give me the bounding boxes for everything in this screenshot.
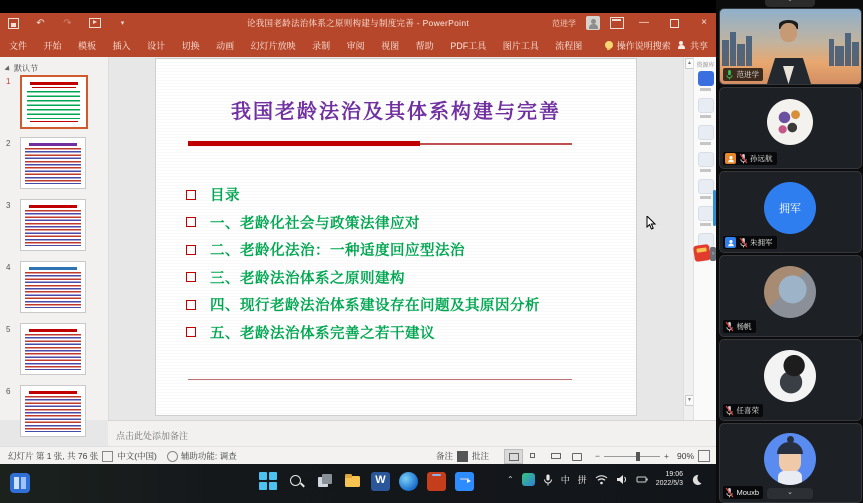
scroll-more-participants-button[interactable]: ⌄	[767, 488, 813, 499]
status-bar	[0, 446, 716, 465]
slide-edit-area	[109, 57, 682, 420]
bullet-row: 目录	[186, 181, 540, 209]
sidebar-item[interactable]	[698, 179, 713, 199]
night-mode-moon-icon[interactable]	[691, 474, 702, 485]
scroll-up-icon[interactable]: ▲	[685, 58, 694, 69]
zoom-slider[interactable]	[604, 456, 660, 457]
participant-namebar	[723, 486, 763, 499]
taskbar-center-icons	[258, 471, 474, 491]
avatar	[764, 350, 816, 402]
volume-icon[interactable]	[616, 474, 628, 485]
thumb-number-4: 4	[6, 263, 11, 272]
case-icon	[698, 125, 714, 140]
tab-pdf-tools[interactable]: PDF工具	[450, 40, 487, 51]
participant-tile[interactable]	[719, 87, 862, 169]
share-button[interactable]: 共享	[677, 33, 708, 57]
task-view-icon[interactable]	[315, 472, 334, 491]
slideshow-view-button[interactable]	[567, 449, 586, 464]
comments-icon	[457, 451, 468, 462]
redo-icon[interactable]: ↷	[63, 17, 72, 29]
sidebar-item[interactable]	[698, 98, 713, 118]
tab-file[interactable]: 文件	[9, 40, 28, 51]
comments-toggle[interactable]: 批注	[472, 451, 490, 461]
slide-thumbnail-4[interactable]	[20, 261, 86, 313]
slide-counter: 幻灯片 第 1 张, 共 76 张	[8, 451, 99, 461]
language-indicator[interactable]: 中文(中国)	[117, 451, 157, 461]
notes-placeholder: 点击此处添加备注	[116, 431, 189, 441]
sidebar-item[interactable]	[698, 71, 713, 91]
fit-slide-icon[interactable]	[698, 450, 710, 462]
sidebar-item[interactable]	[698, 152, 713, 172]
resource-sidebar-header[interactable]: 资源库	[696, 63, 715, 69]
bullet-row: 三、老龄法治体系之原则建构	[186, 264, 540, 292]
slide-title: 我国老龄法治及其体系构建与完善	[231, 101, 561, 123]
material-icon	[698, 179, 714, 194]
sidebar-item[interactable]	[698, 125, 713, 145]
slide-thumbnail-6[interactable]	[20, 385, 86, 437]
mic-on-icon	[725, 69, 734, 80]
restore-button[interactable]	[664, 15, 684, 31]
participant-tile[interactable]	[719, 339, 862, 421]
minimize-button[interactable]: —	[639, 17, 649, 28]
title-underline-bar	[188, 141, 420, 146]
member-badge-icon	[725, 237, 736, 248]
mic-muted-icon	[725, 321, 734, 332]
template-icon	[698, 152, 714, 167]
notes-toggle[interactable]: 备注	[436, 451, 454, 461]
pen-battery-icon[interactable]	[636, 474, 648, 485]
tab-home[interactable]: 开始	[43, 40, 62, 51]
meeting-app-icon[interactable]	[455, 472, 474, 491]
mic-muted-icon	[739, 153, 748, 164]
pinned-app-icon[interactable]	[10, 473, 30, 493]
participant-name: 杨帆	[736, 322, 752, 331]
system-tray	[507, 471, 702, 488]
tab-design[interactable]: 设计	[147, 40, 166, 51]
slide-thumbnail-1[interactable]	[20, 75, 88, 129]
ribbon-tabs	[0, 33, 716, 57]
zoom-in-button[interactable]: +	[664, 451, 669, 461]
tab-insert[interactable]: 插入	[112, 40, 131, 51]
tab-slideshow[interactable]: 幻灯片放映	[250, 40, 296, 51]
wifi-icon[interactable]	[595, 474, 608, 485]
normal-view-button[interactable]	[504, 449, 523, 464]
titlebar-right	[552, 13, 714, 33]
participant-namebar	[723, 404, 763, 417]
ime-mode-indicator[interactable]: 拼	[577, 475, 587, 485]
participant-tile[interactable]	[719, 423, 862, 503]
tab-transitions[interactable]: 切换	[181, 40, 200, 51]
slide-bullet-list	[186, 181, 540, 346]
mic-muted-icon	[725, 405, 734, 416]
ribbon-display-options-icon[interactable]	[610, 17, 624, 29]
participant-tile[interactable]	[719, 255, 862, 337]
bullet-square-icon	[186, 245, 196, 255]
slide-canvas[interactable]	[155, 58, 637, 416]
tray-expand-icon[interactable]: ⌃	[507, 475, 514, 484]
zoom-percent[interactable]: 90%	[676, 451, 694, 461]
windows-taskbar	[0, 464, 716, 503]
avatar	[764, 433, 816, 485]
meeting-participants-panel	[716, 0, 863, 503]
notes-pane[interactable]	[108, 420, 716, 447]
mouse-cursor	[646, 216, 657, 230]
avatar	[764, 182, 816, 234]
tray-time: 19:06	[665, 471, 683, 478]
participant-name: 孙远航	[750, 154, 773, 163]
section-collapse-icon	[4, 65, 11, 72]
bullet-square-icon	[186, 190, 196, 200]
thumb-number-5: 5	[6, 325, 11, 334]
share-icon	[677, 41, 686, 50]
participant-name: Mouxb	[736, 488, 760, 497]
thumb-number-2: 2	[6, 139, 11, 148]
tab-help[interactable]: 帮助	[415, 40, 434, 51]
sidebar-expand-handle[interactable]: ›	[710, 247, 716, 261]
section-header[interactable]: 默认节	[6, 63, 38, 74]
slide-thumbnail-5[interactable]	[20, 323, 86, 375]
avatar	[764, 266, 816, 318]
participant-name: 朱拥军	[750, 238, 773, 247]
participant-tile[interactable]	[719, 171, 862, 253]
file-explorer-icon[interactable]	[343, 472, 362, 491]
slide-thumbnail-3[interactable]	[20, 199, 86, 251]
bullet-square-icon	[186, 327, 196, 337]
bullet-row: 四、现行老龄法治体系建设存在问题及其原因分析	[186, 291, 540, 319]
participant-tile-video[interactable]	[719, 8, 862, 85]
ime-language-indicator[interactable]: 中	[560, 475, 570, 485]
scroll-down-icon[interactable]: ▼	[685, 395, 694, 406]
mic-muted-icon	[725, 487, 734, 498]
slide-thumbnail-pane	[0, 57, 109, 420]
tab-picture-tools[interactable]: 图片工具	[502, 40, 539, 51]
qat-dropdown-icon[interactable]: ▾	[120, 19, 125, 27]
close-button[interactable]: ×	[701, 17, 707, 28]
zoom-slider-thumb[interactable]	[636, 452, 640, 461]
powerpoint-icon[interactable]	[427, 472, 446, 491]
tray-mic-icon[interactable]	[543, 474, 553, 486]
tab-view[interactable]: 视图	[381, 40, 400, 51]
host-badge-icon	[725, 153, 736, 164]
thumb-number-3: 3	[6, 201, 11, 210]
tab-record[interactable]: 录制	[312, 40, 331, 51]
participant-namebar	[723, 236, 777, 249]
accessibility-icon	[167, 451, 178, 462]
bullet-square-icon	[186, 272, 196, 282]
slide-sorter-view-button[interactable]	[525, 449, 544, 464]
bullet-square-icon	[186, 300, 196, 310]
spellcheck-icon[interactable]	[102, 451, 113, 462]
tab-animations[interactable]: 动画	[216, 40, 235, 51]
member-icon	[698, 98, 714, 113]
accessibility-status[interactable]: 辅助功能: 调查	[180, 451, 237, 461]
avatar	[767, 99, 813, 145]
account-avatar[interactable]	[586, 16, 600, 30]
lightbulb-icon	[605, 41, 613, 49]
slide-scrollbar[interactable]	[683, 57, 693, 420]
participant-namebar	[723, 152, 777, 165]
bullet-row: 五、老龄法治体系完善之若干建议	[186, 319, 540, 347]
tab-flowchart[interactable]: 流程图	[555, 40, 583, 51]
zoom-out-button[interactable]: −	[595, 451, 601, 461]
undo-icon[interactable]: ↶	[36, 17, 45, 29]
bullet-row: 二、老龄化法治：一种适度回应型法治	[186, 236, 540, 264]
bullet-square-icon	[186, 217, 196, 227]
document-title: 论我国老龄法治体系之原则构建与制度完善 - PowerPoint	[246, 18, 470, 28]
promo-gift-icon[interactable]	[693, 244, 711, 262]
start-button[interactable]	[258, 471, 278, 491]
sidebar-item[interactable]	[698, 206, 713, 226]
reading-view-button[interactable]	[546, 449, 565, 464]
mic-muted-icon	[739, 237, 748, 248]
thumb-number-1: 1	[6, 77, 11, 86]
titlebar	[0, 13, 716, 33]
word-icon[interactable]	[371, 472, 390, 491]
participant-name: 任喜荣	[736, 406, 759, 415]
tray-clock[interactable]	[656, 471, 683, 488]
library-icon	[698, 71, 714, 86]
panel-collapse-handle[interactable]: ⌃	[765, 0, 815, 7]
diagram-icon	[698, 206, 714, 221]
slide-thumbnail-2[interactable]	[20, 137, 86, 189]
tab-review[interactable]: 审阅	[346, 40, 365, 51]
tab-template[interactable]: 模板	[78, 40, 97, 51]
bullet-row: 一、老龄化社会与政策法律应对	[186, 209, 540, 237]
edge-browser-icon[interactable]	[399, 472, 418, 491]
participant-namebar	[723, 320, 756, 333]
tell-me-search[interactable]: 操作说明搜索	[605, 39, 671, 52]
account-name[interactable]: 范进学	[552, 18, 576, 28]
participant-name: 范进学	[736, 70, 759, 79]
slide-footer-line	[188, 379, 572, 380]
tray-app-icon[interactable]	[522, 473, 535, 486]
search-icon[interactable]	[287, 472, 306, 491]
avatar-initials: 拥军	[779, 203, 801, 215]
tray-date: 2022/5/3	[655, 479, 683, 487]
thumb-number-6: 6	[6, 387, 11, 396]
resource-sidebar	[693, 57, 717, 464]
participant-namebar	[723, 68, 763, 81]
screen-top-strip	[0, 0, 716, 13]
title-underline-line	[420, 143, 572, 145]
